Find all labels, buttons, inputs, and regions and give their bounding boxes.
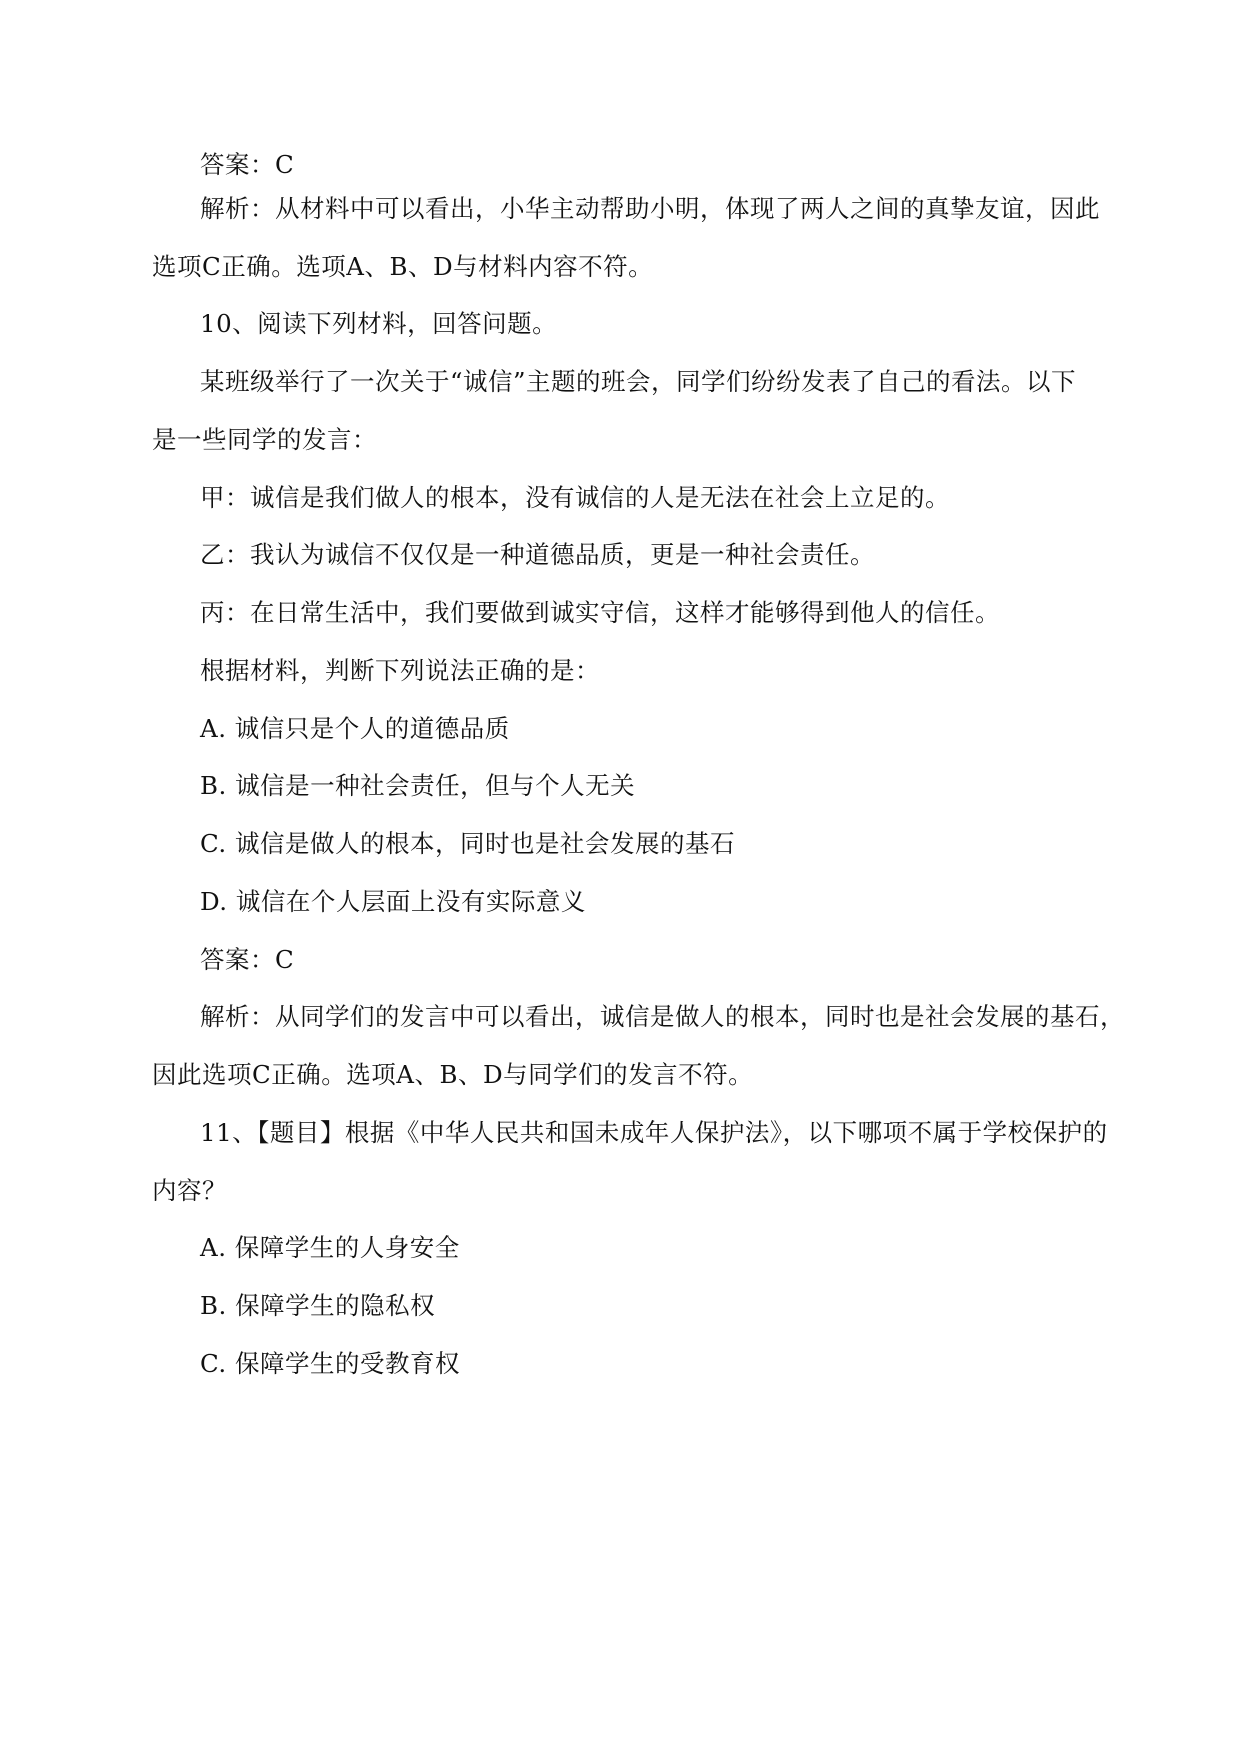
q11-option-a: A. 保障学生的人身安全 [200,1233,460,1262]
analysis-q9-line2: 选项C正确。选项A、B、D与材料内容不符。 [152,252,654,281]
answer-q9: 答案：C [200,150,295,179]
question-11-line2: 内容？ [152,1176,227,1205]
q11-option-b: B. 保障学生的隐私权 [200,1291,436,1320]
q10-option-c: C. 诚信是做人的根本，同时也是社会发展的基石 [200,829,735,858]
question-10-prompt: 根据材料，判断下列说法正确的是： [200,656,600,685]
question-11-line1: 11、【题目】根据《中华人民共和国未成年人保护法》，以下哪项不属于学校保护的 [200,1118,1108,1147]
question-10-material-line1: 某班级举行了一次关于“诚信”主题的班会，同学们纷纷发表了自己的看法。以下 [200,367,1077,396]
analysis-q10-line1: 解析：从同学们的发言中可以看出，诚信是做人的根本，同时也是社会发展的基石， [200,1002,1125,1031]
analysis-q10-line2: 因此选项C正确。选项A、B、D与同学们的发言不符。 [152,1060,754,1089]
q11-option-c: C. 保障学生的受教育权 [200,1349,460,1378]
statement-bing: 丙：在日常生活中，我们要做到诚实守信，这样才能够得到他人的信任。 [200,598,1000,627]
statement-jia: 甲：诚信是我们做人的根本，没有诚信的人是无法在社会上立足的。 [200,483,950,512]
statement-yi: 乙：我认为诚信不仅仅是一种道德品质，更是一种社会责任。 [200,540,875,569]
answer-q10: 答案：C [200,945,295,974]
question-10-material-line2: 是一些同学的发言： [152,425,377,454]
question-10-title: 10、阅读下列材料，回答问题。 [200,309,558,338]
q10-option-d: D. 诚信在个人层面上没有实际意义 [200,887,586,916]
analysis-q9-line1: 解析：从材料中可以看出，小华主动帮助小明，体现了两人之间的真挚友谊，因此 [200,194,1100,223]
q10-option-b: B. 诚信是一种社会责任，但与个人无关 [200,771,636,800]
q10-option-a: A. 诚信只是个人的道德品质 [200,714,510,743]
